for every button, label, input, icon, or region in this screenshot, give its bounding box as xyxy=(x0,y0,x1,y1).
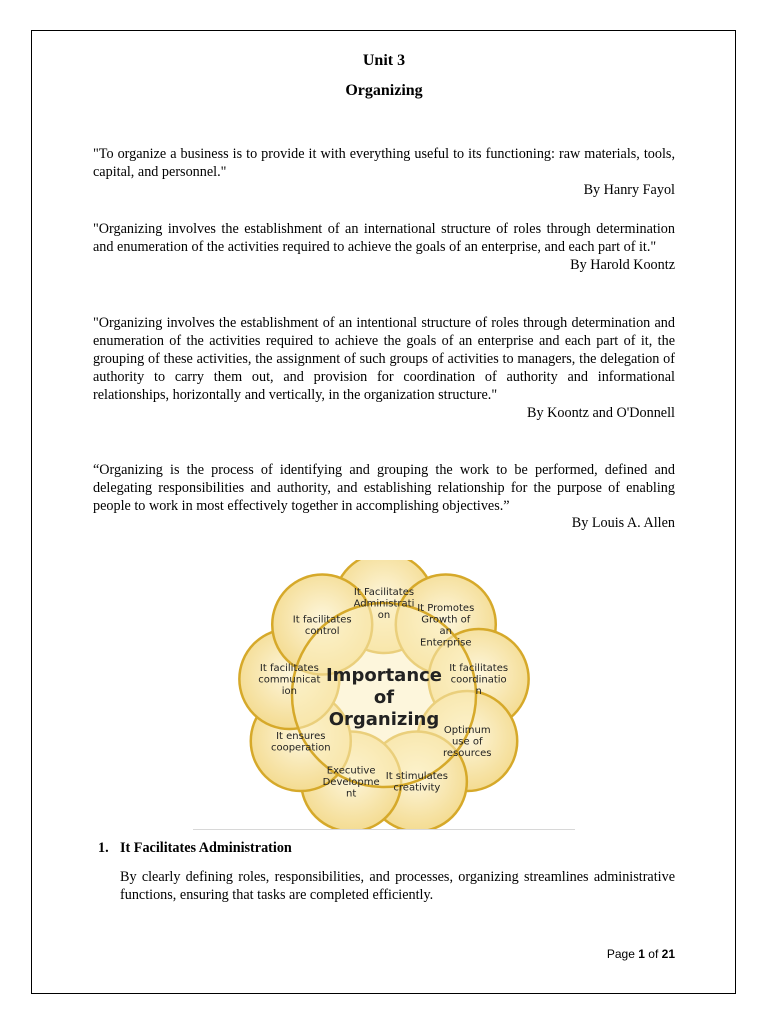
quote-author: By Louis A. Allen xyxy=(571,515,675,531)
quote-text: "Organizing involves the establishment of an intentional structure of roles through determination and enumeration of the activities required to achieve the goals of an enterprise and each part of it, the grouping of these activities, the assignment of such groups of activities to managers, the delegation of authority to carry them out, and provision for coordination of authority and informational relationships, horizontally and vertically, in the organization structure." xyxy=(93,315,675,403)
petal-label: It Facilitates Administrati on xyxy=(353,587,415,621)
quote-allen xyxy=(93,461,675,532)
diagram-separator xyxy=(193,829,575,830)
page-total: 21 xyxy=(661,947,675,961)
section-body: By clearly defining roles, responsibilities, and processes, organizing streamlines administrative functions, ensuring that tasks are completed efficiently. xyxy=(120,869,675,903)
quote-koontz-odonnell xyxy=(93,314,675,422)
petal-label: Optimum use of resources xyxy=(442,725,492,759)
section-heading xyxy=(98,840,292,857)
petal-label: It Promotes Growth of an Enterprise xyxy=(417,602,475,649)
quote-author: By Harold Koontz xyxy=(570,257,675,273)
quote-text: “Organizing is the process of identifying and grouping the work to be performed, defined and delegating responsibilities and authority, and establishing relationship for the purpose of enabling people to work in most effectively together in accomplishing objectives.” xyxy=(93,462,675,514)
center-label-line: Organizing xyxy=(328,709,440,730)
unit-title: Unit 3 xyxy=(362,52,406,69)
center-label-line: of xyxy=(373,687,395,708)
petal-label: It facilitates control xyxy=(292,614,352,637)
chapter-title: Organizing xyxy=(345,82,423,99)
petal-label: Executive Developme nt xyxy=(322,765,380,800)
quote-text: "To organize a business is to provide it with everything useful to its functioning: raw materials, tools, capital, and personnel." xyxy=(93,146,675,180)
petal-label: It stimulates creativity xyxy=(385,771,448,794)
petal-label: It ensures cooperation xyxy=(270,730,331,754)
section-title: It Facilitates Administration xyxy=(120,840,292,856)
section-number: 1. xyxy=(98,840,109,856)
of-label: of xyxy=(648,947,659,961)
page-number: 1 xyxy=(638,947,645,961)
quote-koontz xyxy=(93,220,675,274)
page-label: Page xyxy=(606,947,635,961)
quote-fayol xyxy=(93,145,675,199)
quote-text: "Organizing involves the establishment of an international structure of roles through determination and enumeration of the activities required to achieve the goals of an enterprise, and each part of it." xyxy=(93,221,675,255)
importance-of-organizing-diagram xyxy=(193,560,575,830)
page-footer xyxy=(607,947,675,961)
quote-author: By Koontz and O'Donnell xyxy=(527,405,675,421)
quote-author: By Hanry Fayol xyxy=(583,182,675,198)
center-label-line: Importance xyxy=(325,665,443,686)
petal-label: It facilitates communicat ion xyxy=(258,663,321,698)
petal-label: It facilitates coordinatio n xyxy=(449,663,509,698)
